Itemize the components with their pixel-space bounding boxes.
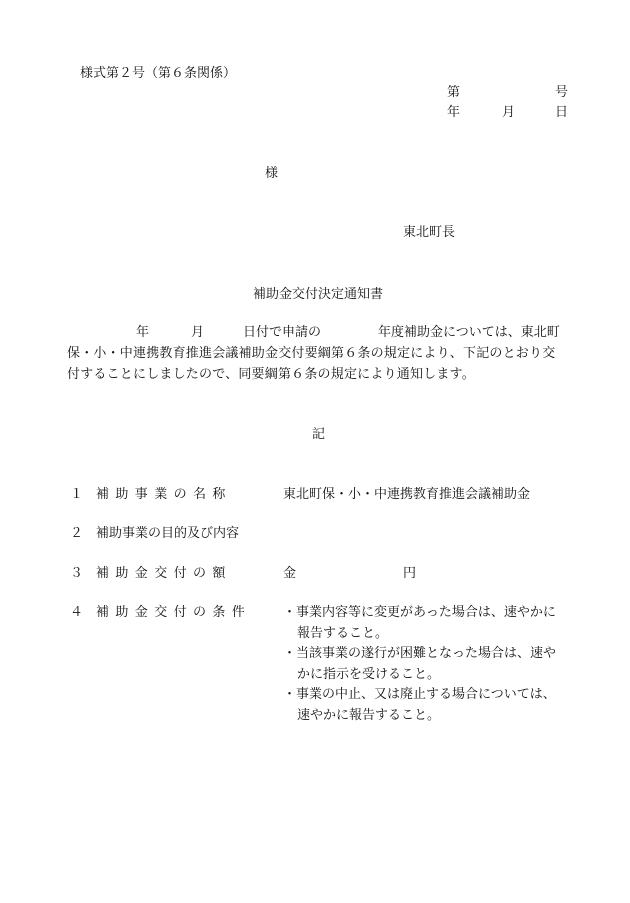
condition-line: ・当該事業の遂行が困難となった場合は、速や [283, 646, 557, 661]
ki-marker: 記 [312, 427, 326, 442]
item-number: ２ [70, 526, 84, 541]
form-number: 様式第２号（第６条関係） [80, 66, 237, 81]
document-title: 補助金交付決定通知書 [253, 287, 384, 302]
body-day-text: 日付で申請の [243, 325, 322, 340]
item-label: 補助金交付の条件 [96, 605, 252, 620]
body-fiscal-text: 年度補助金については、東北町 [378, 325, 560, 340]
condition-line: ・事業の中止、又は廃止する場合については、 [283, 687, 556, 702]
item-label: 補助金交付の額 [96, 566, 232, 581]
doc-number-prefix: 第 [447, 85, 461, 100]
condition-line: 速やかに報告すること。 [297, 708, 441, 723]
amount-suffix: 円 [403, 566, 417, 581]
item-value: 東北町保・小・中連携教育推進会議補助金 [283, 487, 531, 502]
item-number: ３ [70, 566, 84, 581]
body-line-3: 付することにしましたので、同要綱第６条の規定により通知します。 [67, 367, 475, 382]
doc-number-suffix: 号 [555, 85, 569, 100]
item-number: ４ [70, 605, 84, 620]
date-year: 年 [447, 105, 461, 120]
body-line-2: 保・小・中連携教育推進会議補助金交付要綱第６条の規定により、下記のとおり交 [67, 346, 556, 361]
item-label: 補助事業の名称 [96, 487, 232, 502]
item-number: １ [70, 487, 84, 502]
issuer: 東北町長 [403, 225, 456, 240]
date-day: 日 [555, 105, 569, 120]
addressee-suffix: 様 [265, 166, 279, 181]
condition-line: ・事業内容等に変更があった場合は、速やかに [283, 605, 556, 620]
amount-prefix: 金 [283, 566, 297, 581]
condition-line: かに指示を受けること。 [297, 667, 441, 682]
date-month: 月 [502, 105, 516, 120]
body-month: 月 [191, 325, 205, 340]
item-label: 補助事業の目的及び内容 [96, 526, 240, 541]
body-year: 年 [136, 325, 150, 340]
condition-line: 報告すること。 [297, 626, 389, 641]
